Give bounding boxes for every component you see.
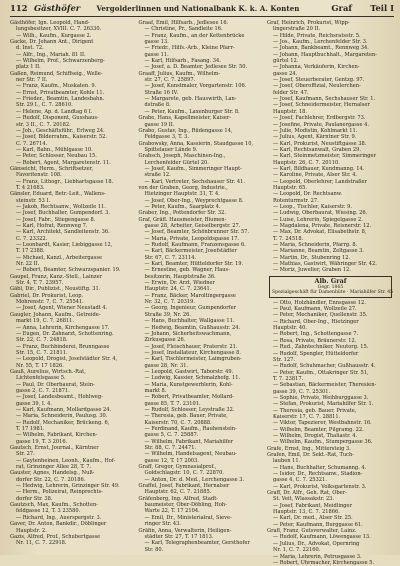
entry-continuation: — Eugen, Dr. Zahnarzt, Schottenring. xyxy=(16,330,114,337)
entry-continuation: — Josef, Fabrikant, Meidlinger xyxy=(273,502,352,509)
entry-continuation: städter Str. 27, T. 17 1813. xyxy=(144,533,214,540)
directory-column-3 xyxy=(267,20,394,566)
entry-continuation: — Johann, Bankbeamt., Rennweg 34. xyxy=(273,45,369,52)
entry-continuation: — Peter, Kaufmann, Burggasse 61. xyxy=(273,521,363,528)
entry-continuation: ner Str. 7 II. xyxy=(16,77,48,84)
entry-continuation: Lichtenfelsgasse 5. xyxy=(16,375,66,382)
entry-continuation: — Rudolf, Disponent, Gusshaus- xyxy=(16,115,99,122)
entry-continuation: Str. 29 I., C. 7. 28610. xyxy=(16,102,73,109)
entry-continuation: — Robert, Beamter, Schwarzspanier. 19. xyxy=(16,267,121,274)
entry-continuation: Kaiserstr. 70, C. 7. 20888. xyxy=(144,419,212,426)
entry-continuation: — Ludwig, Oberbaurat, Wiesing. 26. xyxy=(273,210,368,217)
entry-continuation: gasse 24. xyxy=(273,70,298,77)
entry-continuation: — Theresia, geb. Bauer, Private, xyxy=(273,407,357,414)
directory-column-2 xyxy=(139,20,265,552)
entry-continuation: — Karl, Dr. med., Alser Str. 25. xyxy=(273,515,353,522)
entry-continuation: Str. 4, T. 7. 23957. xyxy=(16,280,64,287)
entry-continuation: — Hans, Buchhalter, Schumanng. 4. xyxy=(273,464,367,471)
entry-continuation: — Peter, Kaufm., Laxenburger Str. 8. xyxy=(144,108,240,115)
entry-continuation: — Josef, Oberoffizial, Neulerchen- xyxy=(273,83,361,90)
entry-continuation: — Hans, Buchhalter, Wallgasse 11. xyxy=(144,318,235,325)
entry-line: Gautzsch, Max, Kaufm., Schotten- xyxy=(10,502,98,509)
entry-continuation: — Leonhardt, Kasier, Liebiggasse 12, xyxy=(16,242,113,249)
entry-continuation: — Leopold, Oberlehrer, Landstraßer xyxy=(273,178,367,185)
entry-continuation: — Rud., Zahntechniker, Neutorg. 15. xyxy=(273,344,369,351)
entry-continuation: Str. 88, C. 7. 24471. xyxy=(144,445,197,452)
page-number: 112 xyxy=(10,3,28,13)
entry-continuation: steinstr. 53 I. xyxy=(16,197,51,204)
entry-continuation: Str. 27. xyxy=(16,451,35,458)
header-right-word: Graf xyxy=(331,3,352,13)
entry-continuation: Str. 80. xyxy=(144,546,164,553)
entry-continuation: — Leopold, Gastwirt, Taborstr. 49. xyxy=(144,368,234,375)
entry-line: Graff, Dr. Alfr., Geh. Rat, Ober- xyxy=(267,490,347,497)
entry-continuation: Str. 127. xyxy=(273,356,295,363)
entry-line: von der Graben, Georg, Industrie., xyxy=(138,184,228,191)
entry-continuation: dorfer Str. 22, C. 7. 20186. xyxy=(16,476,86,483)
entry-continuation: — Wilhelm, Beamter, Pilgramg. 22. xyxy=(273,426,364,433)
entry-continuation: — Karl, Bahn., Mühlgasse 10. xyxy=(16,146,93,153)
entry-continuation: — Joh., Geschäftsführ., Erlweg 24. xyxy=(16,127,105,134)
entry-continuation: — Karl, Prokurist, Neustiftgasse 38. xyxy=(273,140,367,147)
advertisement-box xyxy=(269,276,392,298)
entry-continuation: — Josef, Fachlehrer, Erdbergstr. 73. xyxy=(273,115,366,122)
entry-continuation: Spittelauer Lände 9. xyxy=(144,146,198,153)
entry-line: Gräfin, Anna, Verwalterin, Heiligen- xyxy=(138,527,232,534)
entry-continuation: — Karoline, Private, Alser Str. 4. xyxy=(273,172,358,179)
entry-continuation: — Leopold, Drogist, Josefstädter Str. 4, xyxy=(16,356,118,363)
entry-continuation: T. 17 2388. xyxy=(16,248,45,255)
directory-columns xyxy=(10,20,394,566)
entry-line: Gauß, Aurelius, Wirtsch.-Rat, xyxy=(10,368,86,375)
entry-continuation: — Georg, Ingenieur, Gumpendorfer xyxy=(144,305,237,312)
entry-continuation: — Franz, Lithogr., Liebhartsgasse 18. xyxy=(16,178,114,185)
entry-continuation: str. 3 II., C. 7. 20182. xyxy=(16,121,71,128)
entry-line: Gänsler, Eduard, Betr.-Leit., Wallens- xyxy=(10,191,106,198)
entry-continuation: — Franz, Bäcker, Maroltingergasse xyxy=(144,292,236,299)
entry-continuation: Nr. 1, C. 7. 22160. xyxy=(273,547,321,554)
entry-continuation: Str. 22, C. 7. 24818. xyxy=(16,337,68,344)
entry-line: Gästhöfer, Ign. Leopold, Hand- xyxy=(10,20,90,26)
entry-line: Gaupel, Franz, Kanz.-Stell., Lainzer xyxy=(10,273,103,280)
entry-continuation: T. 17 1981. xyxy=(16,426,45,432)
entry-continuation: — Maria, Lehrerin, Petrusgasse 3. xyxy=(273,553,362,560)
entry-continuation: — Stefan, Prokurist, Mariahilfer Str. 1. xyxy=(273,401,374,408)
entry-continuation: — Wilhelm, Handelsagent, Neubau- xyxy=(144,451,237,458)
entry-continuation: — Anna, Lehrerin, Kirchengasse 17. xyxy=(16,324,110,331)
entry-continuation: gasse 28, Arbeiter, Geiselbergstr. 27. xyxy=(144,223,241,229)
entry-continuation: — Maria, Private, Leopoldsgasse 17. xyxy=(144,235,240,242)
entry-continuation: — Alfr., Ing., Mariah. 81 II. xyxy=(16,51,86,58)
entry-continuation: — Gaytenheinen, Leonh., Kaufm., Hof- xyxy=(16,457,116,464)
entry-continuation: — Richard, Ober-Ing., Hietzinger xyxy=(273,318,359,325)
entry-continuation: — Maria, Schneiderin, Paulusg. 30. xyxy=(16,413,108,420)
entry-continuation: — Luise, Lehrerin, Spiegelgasse 2. xyxy=(273,216,363,223)
entry-line: Grabsch, Joseph, Maschinen-Ing., xyxy=(138,153,226,160)
entry-continuation: — Sebastian, Bäckermeister, Theresien- xyxy=(273,382,377,389)
entry-continuation: — Karl, Beamter, Hütteldorfer Str. 19. xyxy=(144,261,244,268)
entry-continuation: — Margarete, geb. Hauswirth, Lan- xyxy=(144,96,237,103)
entry-continuation: — Franz, Kaufm., Muskaten. 9. xyxy=(16,83,97,90)
entry-continuation: — Franz, Buchbinderei, Brunngasse xyxy=(16,343,110,350)
entry-continuation: — Hilde, Private, Reichsratsstr. 5. xyxy=(273,32,361,39)
entry-continuation: besitzerin, Hauptstraße 36. xyxy=(144,273,216,280)
entry-continuation: — Magdalena, Private, Reisnerstr. 12. xyxy=(273,223,372,229)
entry-continuation: gasse 5, C. 7. 25887. xyxy=(144,432,199,439)
entry-continuation: — Rudolf, Spengler, Hütteldorfer xyxy=(273,350,359,357)
entry-continuation: — Helene, Ap. d. Landtag 6 I. xyxy=(16,108,93,115)
entry-continuation: — Robert, Uhrmacher, Kirchengasse 5. xyxy=(273,559,375,566)
entry-continuation: — Josef, Steuerberater, Gentzg. 97. xyxy=(273,77,365,84)
entry-continuation: — Karl, Telegraphenbeamter, Gersthofer xyxy=(144,540,250,547)
entry-continuation: felder Str. 47. xyxy=(273,89,309,96)
entry-line: Grafen, Emil, Dr. Sekt.-Rat, Tuch- xyxy=(267,452,354,458)
entry-continuation: Nr. 11, C. 7. 22918. xyxy=(16,540,67,547)
entry-continuation: — Sophie, Private, Weihburggasse 3. xyxy=(273,394,369,401)
entry-continuation: dstraße 8. xyxy=(144,102,171,109)
advertisement-subtitle: Spezialgeschäft für Damenhüte · Mariahilfer Str. 45 xyxy=(272,290,394,296)
entry-continuation: — Leop., Tischler, Kaiserstr. 9. xyxy=(273,203,352,210)
entry-continuation: gasse 85, T. 7. 23101. xyxy=(144,400,201,407)
entry-continuation: — Paul, Kaufmann, Wollzeile 27. xyxy=(273,306,357,313)
entry-continuation: — Herm., Polizeirat, Reinprechts- xyxy=(16,489,103,496)
entry-continuation: feldgasse 12, T. 3 23580. xyxy=(16,508,81,515)
entry-continuation: — Robert, Privatbeamter, Mollard- xyxy=(144,394,234,401)
entry-continuation: gasse 12, T. 17 2003. xyxy=(144,457,199,464)
entry-continuation: C. 7. 23322. xyxy=(16,235,48,242)
entry-continuation: — Moriz, Juwelier, Graben 12. xyxy=(273,267,351,274)
entry-continuation: Hauptstr. 24, C. 7. 23641. xyxy=(144,286,212,293)
entry-continuation: — Wilh., Kaufm., Kurgasse 2. xyxy=(16,32,92,39)
entry-continuation: — Josef, Ober-Ing., Weyprechtgasse 8. xyxy=(144,197,244,204)
entry-continuation: — Wilhelm, Drogist, Thaliastr. 4. xyxy=(273,432,358,439)
entry-continuation: — Marianne, Beamtin, Zeltgasse 3. xyxy=(273,248,364,255)
entry-continuation: — Rudolf, Schuhmacher, Gußhausstr. 4. xyxy=(273,363,376,370)
entry-continuation: T. 7. 24518. xyxy=(273,235,304,242)
header-volume: Teil I xyxy=(370,3,394,13)
entry-continuation: Goldschlagstr. 10, C. 7. 22870. xyxy=(144,470,224,477)
entry-continuation: Lerchenfelder Gürtel 20. xyxy=(144,159,209,166)
entry-continuation: — Wilhelm, Fabrikant, Mariahilfer xyxy=(144,438,234,445)
entry-continuation: — Ernestine, geb. Wagner, Haus- xyxy=(144,267,230,274)
entry-continuation: Str. 15, C. 7. 21811. xyxy=(16,349,68,356)
entry-continuation: — Jos., Kaufm., Lerchenfelder Str. 3. xyxy=(273,39,368,46)
entry-continuation: — Frieder., Beamtin, Landesbahn. xyxy=(16,96,105,103)
entry-continuation: — Robert, Agent, Margaretenstr. 11. xyxy=(16,159,111,166)
entry-continuation: — Josef, Beamter, Schönbrunner Str. 57. xyxy=(144,229,250,236)
entry-continuation: Str. 67, C. 7. 23114. xyxy=(144,254,197,261)
entry-continuation: — Julie, Modistin, Kohlmarkt 11. xyxy=(273,127,358,134)
entry-continuation: — Julius, Agent, Kärntner Str. 9. xyxy=(273,134,357,141)
entry-continuation: Hauptstr. 62, C. 7. 21885. xyxy=(144,489,212,496)
entry-continuation: — Robert, Ing., Schottengasse 7. xyxy=(273,331,359,338)
entry-continuation: Hauptstr. 40. xyxy=(273,325,307,332)
entry-line: Gräfenberg, Ing. Alfred, Stadt- xyxy=(138,495,218,502)
entry-continuation: — Wilhelm, Fabrikant, Kirchen- xyxy=(16,432,98,439)
entry-continuation: — Josef, Buchhalter, Gumpendorf. 3. xyxy=(16,210,110,217)
entry-continuation: — Karl, Bildhauer, Kundmanng. 14. xyxy=(273,165,365,172)
entry-continuation: — Leopold, Dr. Rechtsanw. xyxy=(273,191,343,198)
entry-continuation: — Rudolf, Kaufmann, Löwengasse 13. xyxy=(273,534,371,541)
entry-continuation: — Karl, Hilfsarb., Fasang. 34. xyxy=(144,58,221,65)
entry-continuation: — Josef, Fleischhauer, Praterstr. 21. xyxy=(144,343,238,350)
entry-line: Graaf, Emil, Hilfsarb., Jedlesee 16. xyxy=(138,20,229,26)
entry-continuation: — Hedwig, Beamtin, Gußhausstr. 24. xyxy=(144,324,241,331)
entry-continuation: platz 1 II. xyxy=(16,64,41,71)
entry-continuation: — Johanna, Verkäuferin, Kirchen- xyxy=(273,64,360,71)
entry-continuation: — Richard, Ing., Auerspergstr. 3. xyxy=(16,514,102,521)
entry-continuation: Kaiserstr. 17, C. 7. 28811. xyxy=(273,413,341,420)
entry-line: Gazis, Alfred, Prof., Schubertgasse xyxy=(10,533,101,540)
entry-continuation: markt 8. xyxy=(144,387,167,394)
entry-continuation: Feldgasse 3, T. 3. xyxy=(144,134,190,141)
entry-continuation: Nr. 32, C. 7. 20319. xyxy=(144,299,196,306)
entry-continuation: — Karl, Tischlermeister, Laimgruben- xyxy=(144,356,242,363)
entry-line: Gautsch, Ernst, Journal., Kärntner xyxy=(10,445,99,452)
page-header xyxy=(10,3,394,17)
entry-continuation: Rotenturmstr. 27. xyxy=(273,197,319,204)
entry-continuation: lingerstraße 20 II. xyxy=(273,26,321,33)
entry-continuation: — Peter, Kaufm., Saarplatz 4. xyxy=(144,203,221,210)
entry-line: Graff, Gregor, Gymnasialprof., xyxy=(138,464,217,471)
entry-continuation: — Rudolf, Mechaniker, Brückeng. 6, xyxy=(16,419,110,426)
entry-line: Grafe, Ernst, Ing., Mittersteig 3. xyxy=(267,445,351,452)
entry-line: Gauster, Agnes, Handelsg., Nuß- xyxy=(10,470,95,477)
entry-continuation: — Max, Dr. Advokat, Elisabethstr. 8, xyxy=(273,229,367,236)
entry-line: Gaver, Dr. Anton, Bankdir., Döblinger xyxy=(10,521,107,528)
entry-line: Graaff, Julius, Kaufm., Wilhelm- xyxy=(138,70,221,77)
entry-continuation: gasse 2, C. 7. 21871. xyxy=(16,387,70,394)
entry-continuation: — Karl, Architekt, Sandleitenstr. 36. xyxy=(16,229,110,236)
entry-continuation: — Ernst, Privatbeamter, Kohle 11. xyxy=(16,89,105,96)
entry-line: Grabe, Hans, Kapellmeister, Kaiser- xyxy=(138,115,232,122)
entry-continuation: — Franz, Kaufm., an der Kettenbrücke xyxy=(144,32,245,39)
entry-continuation: — Julius, Dr., Advokat, Opernring xyxy=(273,540,360,547)
entry-continuation: — Erwin, Dr. Arzt, Wiedner xyxy=(144,280,215,287)
entry-continuation: — Ferdinand, Kaufm., Rauhenstein- xyxy=(144,426,237,432)
entry-continuation: — Peter, Mechaniker, Quellenstr. 35. xyxy=(273,312,368,319)
entry-line: Graf, Gräfl. Hausmeister, Blumen- xyxy=(138,216,227,223)
entry-line: Grabo, Gustav, Ing., Rüdengasse 14, xyxy=(138,127,233,134)
entry-continuation: — Emil, Dr., Ministerialrat, Sieve- xyxy=(144,514,232,521)
entry-continuation: C. 7. 26714. xyxy=(16,140,48,147)
entry-continuation: — Hedwig, Lehrerin, Grinzinger Str. 49. xyxy=(16,483,120,490)
entry-continuation: lauben 11. xyxy=(273,458,301,465)
entry-continuation: lungsbesitzer, XVIII. C. 7. 26330. xyxy=(16,26,102,33)
entry-continuation: St. Veit, Wlassakstr. 23. xyxy=(273,496,335,503)
entry-continuation: Hauptstr. 65. xyxy=(273,184,307,191)
entry-continuation: — Peter, Kaufm., Ottakringer Str. 51, xyxy=(273,369,369,376)
entry-continuation: Hauptstr. 2. xyxy=(16,527,47,534)
entry-continuation: — Peter, Schlosser, Neubau 15. xyxy=(16,153,97,160)
entry-continuation: — Martin, Dr., Stubenring 12. xyxy=(273,254,351,261)
entry-continuation: — Michael, Kanzl., Arbeitergasse xyxy=(16,254,102,261)
entry-continuation: — Maria, Kunstgewerblerin, Kohl- xyxy=(144,381,233,388)
entry-continuation: Nr. 22 II. xyxy=(16,261,40,268)
advertisement-founded: Gegr. 1865 xyxy=(317,284,344,290)
entry-continuation: — Anton, Dr. d. Med., Lerchengasse 3. xyxy=(144,476,245,483)
entry-continuation: — Jakob, Rechtsanw., Wollzeile 11. xyxy=(16,203,106,210)
entry-line: Graf, Heinrich, Prokurist, Wipp- xyxy=(267,20,350,26)
entry-continuation: gasse 39, C. 7. 25301. xyxy=(273,388,331,395)
entry-continuation: gasse 4, C. 7. 25321. xyxy=(273,477,327,484)
entry-line: Graber, Ing., Pottendorfer Str. 32. xyxy=(138,210,226,217)
entry-continuation: — Josef, Kunstmaler, Vorgartenstr. 106. xyxy=(144,83,247,90)
entry-line: Grabowsky, Anna, Kassierin, Staudgasse 10, xyxy=(138,140,254,147)
entry-continuation: gürtel 12. xyxy=(273,58,299,65)
entry-continuation: — Karl, Prokurist, Volksgartenstr. 3. xyxy=(273,483,367,490)
entry-continuation: — Rudolf, Schlosser, Leystraße 32. xyxy=(144,406,235,413)
entry-continuation: Hauptstr. 26, C. 7. 20110. xyxy=(273,159,340,166)
entry-continuation: gasse 11. xyxy=(144,51,169,58)
entry-continuation: — Paul, Dr. Oberbaurat, Stein- xyxy=(16,381,95,388)
entry-continuation: baumeister, Ober-Döbling, Hoh- xyxy=(144,502,227,509)
entry-continuation: T. 4 21683. xyxy=(16,184,45,191)
entry-continuation: gasse 28, Nr. 31. xyxy=(144,362,189,369)
header-left-word: Gästhöfer xyxy=(34,3,81,13)
entry-continuation: dorfer Str. 38. xyxy=(16,495,53,502)
directory-column-1 xyxy=(10,20,136,552)
entry-continuation: rat, Grinzinger Allee 28, T. 7. xyxy=(16,464,92,471)
entry-continuation: — Rudolf, Kaufmann, Franzensgasse 6. xyxy=(144,242,246,249)
entry-continuation: — Josef, Kaufmann, Sechshauser Str. 1. xyxy=(273,96,376,103)
entry-continuation: — Karl, Vertreter, Sechshauser Str. 41. xyxy=(144,178,245,185)
entry-continuation: — Josef, Bilderrahm., Kaiserstr. 52. xyxy=(16,134,107,141)
advertisement-title: Alb. Graf xyxy=(314,276,347,285)
entry-continuation: — Otto, Holzhändler, Ennsgasse 12. xyxy=(273,299,366,306)
entry-continuation: — Josef, Schneidermeister, Hernalser xyxy=(273,102,370,109)
entry-continuation: — Karl, Bäckermeister, Josefstädter xyxy=(144,248,237,255)
entry-continuation: Warte 22, T. 17 2104. xyxy=(144,508,200,515)
entry-line: Gänseicht, Herm., Schriftsetzer, xyxy=(10,165,94,172)
entry-continuation: Hauptstr. 18. xyxy=(273,108,307,115)
entry-continuation: — Josef, Kaufm., Simmeringer Haupt- xyxy=(144,165,242,172)
entry-continuation: — Friedr., Hilfs.-Arb., Kleine Pfarr- xyxy=(144,45,235,52)
entry-continuation: gasse 19 II. xyxy=(144,121,175,128)
entry-continuation: — Josef, Landesbeamt., Hohlweg- xyxy=(16,394,103,401)
entry-continuation: — Ludwig, Kassier, Schmalzhofg. 11. xyxy=(144,375,241,382)
entry-continuation: Favoritenstr. 108. xyxy=(16,172,62,179)
entry-continuation: gasse 39, I. 4. xyxy=(16,400,52,407)
entry-continuation: Zirkusgasse 26. xyxy=(144,337,186,344)
entry-continuation: — Josef, a. D. Beamter, Jedlesee Str. 50. xyxy=(144,64,248,71)
entry-continuation: d. Inst. 72. xyxy=(16,45,44,52)
entry-continuation: markt 19, C. 7. 26811. xyxy=(16,318,75,325)
entry-continuation: — Karl, Rechtsanwalt, Graben 29. xyxy=(273,146,361,153)
entry-line: Gacke, Dr. Johann Ant., Dirigent xyxy=(10,39,94,46)
header-title: Vergolderlinnen und Nationalbank K. k. A. Konten xyxy=(96,4,300,13)
entry-continuation: — Josef, Agent, Wiener Neustadt 4. xyxy=(16,305,108,312)
entry-continuation: T. 7. 23817. xyxy=(273,375,304,382)
entry-continuation: straße 12. xyxy=(144,172,171,179)
entry-continuation: gasse 19, T. 3 2016. xyxy=(16,438,68,445)
entry-continuation: — Wilhelm, Prof., Schwarzenberg- xyxy=(16,58,105,65)
entry-continuation: ringer Str. 43. xyxy=(144,521,181,528)
entry-continuation: — Johann, Sicherheitswachmann, xyxy=(144,330,232,337)
entry-continuation: — Rosa, Private, Bräunerstr. 12. xyxy=(273,337,357,344)
entry-continuation: — Viktor, Tapezierer, Westbahnstr. 16. xyxy=(273,420,372,427)
entry-continuation: Mohrenstr. 7, C. 7. 25541. xyxy=(16,299,84,306)
entry-line: Gaugler, Johann, Kaufm., Getreide- xyxy=(10,311,101,318)
entry-continuation: gasse 13. xyxy=(144,39,169,46)
entry-continuation: — Theresia, geb. Bauer, Private, xyxy=(144,413,228,420)
entry-continuation: Straße 16 IV. xyxy=(144,89,179,96)
entry-continuation: Hietzinger Hauptstr. 31, T. 4. xyxy=(144,191,220,198)
entry-continuation: — Christine, Pr., Sandleite 16. xyxy=(144,26,223,33)
entry-continuation: — Johann, Hauptbuchhalt., Margareten- xyxy=(273,51,378,58)
entry-continuation: — Karl, Hofrat, Rennweg 7. xyxy=(16,223,88,229)
entry-continuation: Straße 39, Nr. 26. xyxy=(144,311,191,318)
entry-continuation: — Josef, Fabr., Stiegengasse 8. xyxy=(16,216,96,223)
entry-continuation: — Josefine, Private, Paulanergasse 4. xyxy=(273,121,370,128)
entry-line: Gäbl, Dir., Publizist., Neustiftg. 31. xyxy=(10,286,101,293)
entry-continuation: — Maria, Schneiderin, Pfarrg. 8. xyxy=(273,242,358,249)
entry-continuation: — Isidor, Dr., Rechtsanw., Stadion- xyxy=(273,471,363,478)
entry-continuation: Nr. 55, T. 17 1826. xyxy=(16,362,64,369)
entry-line: Graffel, Josef, Fabrikant, Hernalser xyxy=(138,483,230,490)
entry-continuation: — Mathias, Gastwirt, Währinger Str. 42. xyxy=(273,261,377,268)
entry-continuation: Hauptstr. 13, C. 7. 21866. xyxy=(273,509,340,516)
entry-line: Grafl, Franz, Gutsverwalter, Lainz. xyxy=(267,528,357,535)
entry-continuation: — Wilhelm, Kaufm., Stumpergasse 36. xyxy=(273,439,373,446)
entry-continuation: — Karl, Steinmetzmeister, Simmeringer xyxy=(273,153,377,160)
entry-continuation: str. 27, C. 7. 25897. xyxy=(144,77,196,84)
entry-continuation: — Karl, Kaufmann, Mollardgasse 24. xyxy=(16,406,112,413)
entry-line: Gaßen, Reimund, Schiffseig., Welle- xyxy=(10,70,103,77)
entry-continuation: — Josef, Installateur, Kirchengasse 8. xyxy=(144,349,241,356)
entry-line: Gabriel, Dr. Prokurist, Leop. xyxy=(10,292,84,299)
